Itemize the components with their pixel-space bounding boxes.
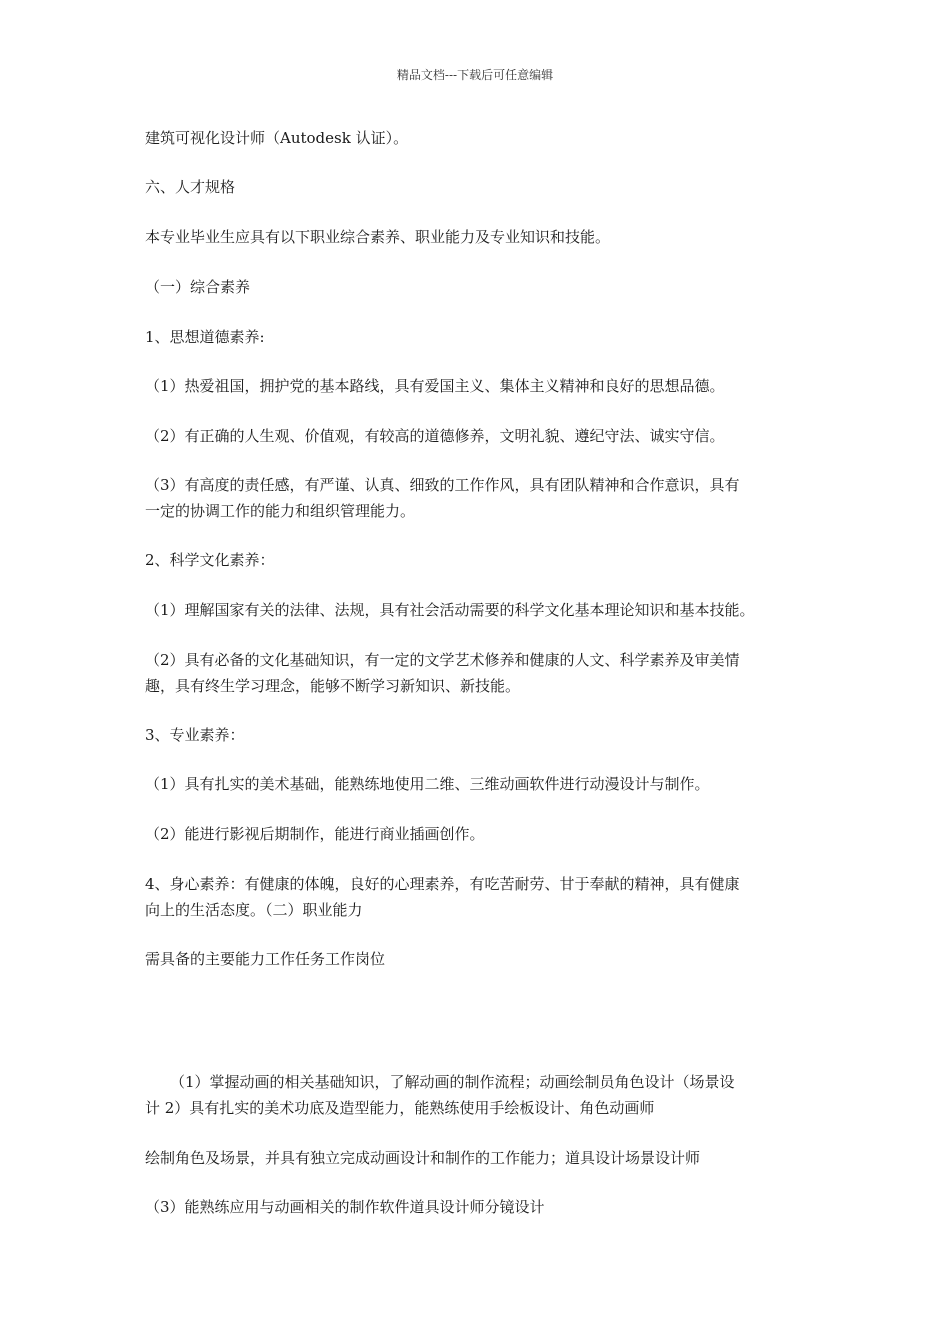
text-line: 需具备的主要能力工作任务工作岗位 [145,950,386,968]
text-line: 计 2）具有扎实的美术功底及造型能力，能熟练使用手绘板设计、角色动画师 [145,1099,655,1117]
item-heading: 2、科学文化素养： [145,551,275,569]
text-line: 趣，具有终生学习理念，能够不断学习新知识、新技能。 [145,677,521,695]
item-heading: 3、专业素养： [145,726,245,744]
text-line: （1）热爱祖国，拥护党的基本路线，具有爱国主义、集体主义精神和良好的思想品德。 [145,377,725,395]
text-line: （1）掌握动画的相关基础知识，了解动画的制作流程；动画绘制员角色设计（场景设 [170,1073,735,1091]
page-header: 精品文档---下载后可任意编辑 [396,68,554,82]
text-line: 本专业毕业生应具有以下职业综合素养、职业能力及专业知识和技能。 [145,228,611,246]
text-line: （3）有高度的责任感，有严谨、认真、细致的工作作风，具有团队精神和合作意识，具有 [145,476,740,494]
text-line: （2）能进行影视后期制作，能进行商业插画创作。 [145,825,485,843]
section-heading: 六、人才规格 [145,178,236,196]
subsection-heading: （一）综合素养 [145,278,251,296]
item-heading: 1、思想道德素养: [145,328,265,346]
text-line: 一定的协调工作的能力和组织管理能力。 [145,502,416,520]
text-line: 向上的生活态度。（二）职业能力 [145,901,363,919]
text-line: （2）有正确的人生观、价值观，有较高的道德修养，文明礼貌、遵纪守法、诚实守信。 [145,427,725,445]
text-line: （2）具有必备的文化基础知识，有一定的文学艺术修养和健康的人文、科学素养及审美情 [145,651,740,669]
text-line: 4、身心素养：有健康的体魄，良好的心理素养，有吃苦耐劳、甘于奉献的精神，具有健康 [145,875,740,893]
text-line: （3）能熟练应用与动画相关的制作软件道具设计师分镜设计 [145,1198,545,1216]
text-line: （1）理解国家有关的法律、法规，具有社会活动需要的科学文化基本理论知识和基本技能。 [145,601,755,619]
text-line: 绘制角色及场景，并具有独立完成动画设计和制作的工作能力；道具设计场景设计师 [145,1149,701,1167]
text-line: 建筑可视化设计师（Autodesk 认证）。 [145,129,409,147]
text-line: （1）具有扎实的美术基础，能熟练地使用二维、三维动画软件进行动漫设计与制作。 [145,775,710,793]
